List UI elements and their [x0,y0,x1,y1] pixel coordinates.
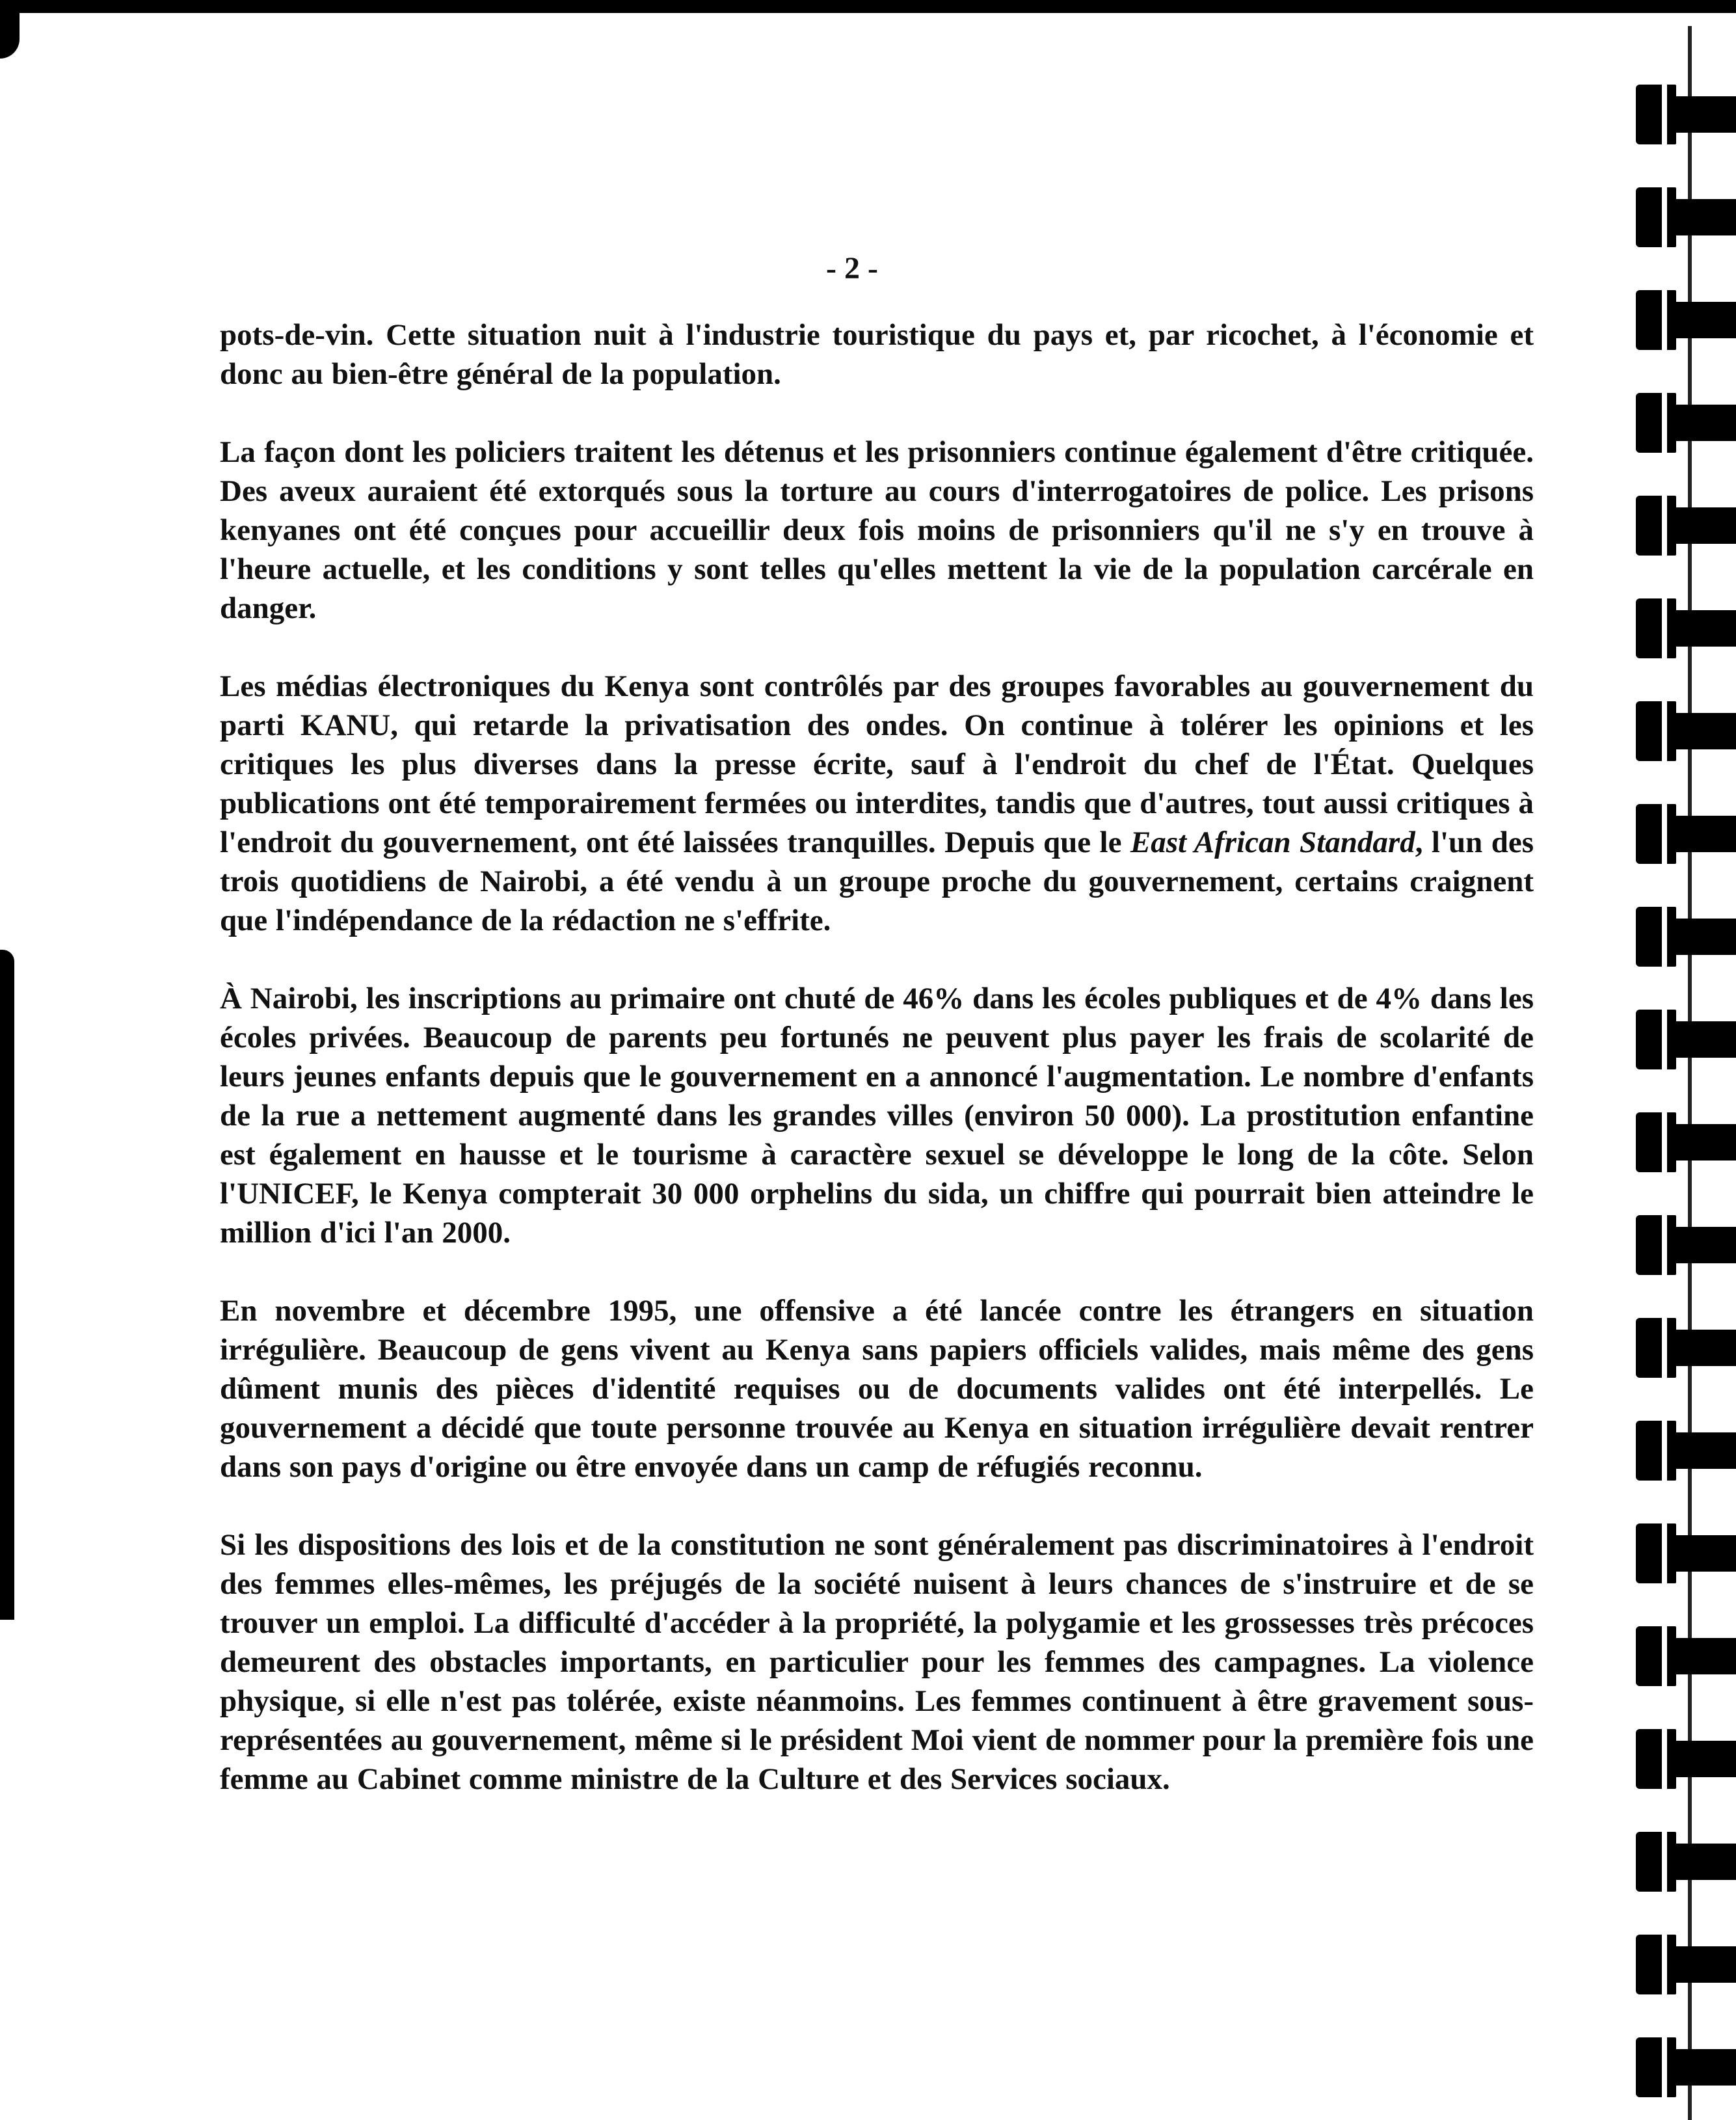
binding-coil [1676,1535,1736,1572]
page-number: - 2 - [826,251,878,286]
binding-gap [1662,496,1667,556]
binding-hole [1636,1729,1676,1789]
binding-coil [1676,199,1736,235]
binding-hole [1636,1010,1676,1069]
binding-hole [1636,804,1676,864]
binding-coil [1676,405,1736,441]
binding-hole [1636,85,1676,144]
binding-gap [1662,1318,1667,1378]
binding-gap [1662,393,1667,453]
paragraph-tourism: pots-de-vin. Cette situation nuit à l'industrie touristique du pays et, par ricochet, à l'économie et donc au bien-être général de la population. [220,318,1534,391]
binding-hole [1636,1626,1676,1686]
binding-coil [1676,507,1736,544]
binding-ring [1636,187,1736,247]
binding-gap [1662,1935,1667,1994]
binding-gap [1662,1729,1667,1789]
document-body [220,315,1534,1838]
paragraph-media-after: , l'un des trois quotidiens de Nairobi, a été vendu à un groupe proche du gouvernement, certains craignent que l'indépendance de la rédaction ne s'effrite. [220,825,1534,937]
binding-coil [1676,1432,1736,1469]
binding-ring [1636,290,1736,350]
binding-ring [1636,701,1736,761]
binding-gap [1662,290,1667,350]
binding-gap [1662,1523,1667,1583]
binding-hole [1636,496,1676,556]
spiral-binding [1629,26,1736,2120]
binding-ring [1636,1215,1736,1275]
binding-ring [1636,1318,1736,1378]
binding-hole [1636,1832,1676,1892]
binding-ring [1636,1729,1736,1789]
binding-hole [1636,187,1676,247]
binding-gap [1662,1626,1667,1686]
binding-hole [1636,2037,1676,2097]
binding-coil [1676,816,1736,852]
scan-corner-mark [0,0,20,59]
binding-gap [1662,1010,1667,1069]
paragraph-media-before: Les médias électroniques du Kenya sont contrôlés par des groupes favorables au gouvernement du parti KANU, qui retarde la privatisation des ondes. On continue à tolérer les opinions et les critiques les plus diverses dans la presse écrite, sauf à l'endroit du chef de l'État. Quelques publications ont été temporairement fermées ou interdites, tandis que d'autres, tout aussi critiques à l'endroit du gouvernement, ont été laissées tranquilles. Depuis que le [220,669,1534,859]
binding-ring [1636,1832,1736,1892]
binding-gap [1662,85,1667,144]
binding-hole [1636,1421,1676,1481]
binding-coil [1676,1741,1736,1777]
binding-gap [1662,2037,1667,2097]
binding-coil [1676,2049,1736,2086]
binding-ring [1636,804,1736,864]
binding-gap [1662,1421,1667,1481]
binding-ring [1636,1626,1736,1686]
binding-ring [1636,1421,1736,1481]
newspaper-title: East African Standard [1130,825,1415,859]
binding-gap [1662,187,1667,247]
paragraph-foreigners: En novembre et décembre 1995, une offensive a été lancée contre les étrangers en situation irrégulière. Beaucoup de gens vivent au Kenya sans papiers officiels valides, mais même des gens dûment munis des pièces d'identité requises ou de documents valides ont été interpellés. Le gouvernement a décidé que toute personne trouvée au Kenya en situation irrégulière devait rentrer dans son pays d'origine ou être envoyée dans un camp de réfugiés reconnu. [220,1294,1534,1484]
binding-gap [1662,1832,1667,1892]
binding-hole [1636,290,1676,350]
binding-hole [1636,1523,1676,1583]
binding-gap [1662,1215,1667,1275]
binding-coil [1676,610,1736,647]
binding-hole [1636,1112,1676,1172]
binding-ring [1636,2037,1736,2097]
scan-top-edge [0,0,1736,13]
binding-gap [1662,1112,1667,1172]
binding-hole [1636,598,1676,658]
binding-coil [1676,1638,1736,1674]
scan-left-edge-mark [0,950,14,1620]
binding-coil [1676,1227,1736,1263]
binding-hole [1636,1935,1676,1994]
paragraph-education: À Nairobi, les inscriptions au primaire ont chuté de 46% dans les écoles publiques et de 4% dans les écoles privées. Beaucoup de parents peu fortunés ne peuvent plus payer les frais de scolarité de leurs jeunes enfants depuis que le gouvernement en a annoncé l'augmentation. Le nombre d'enfants de la rue a nettement augmenté dans les grandes villes (environ 50 000). La prostitution enfantine est également en hausse et le tourisme à caractère sexuel se développe le long de la côte. Selon l'UNICEF, le Kenya compterait 30 000 orphelins du sida, un chiffre qui pourrait bien atteindre le million d'ici l'an 2000. [220,982,1534,1250]
binding-hole [1636,1318,1676,1378]
binding-ring [1636,1523,1736,1583]
binding-coil [1676,1946,1736,1983]
binding-coil [1676,302,1736,338]
binding-ring [1636,1935,1736,1994]
binding-gap [1662,598,1667,658]
binding-coil [1676,1124,1736,1161]
binding-coil [1676,919,1736,955]
binding-coil [1676,1330,1736,1366]
binding-ring [1636,907,1736,967]
binding-coil [1676,1844,1736,1880]
binding-ring [1636,1010,1736,1069]
paragraph-prisons: La façon dont les policiers traitent les détenus et les prisonniers continue également d'être critiquée. Des aveux auraient été extorqués sous la torture au cours d'interrogatoires de police. Les prisons kenyanes ont été conçues pour accueillir deux fois moins de prisonniers qu'il ne s'y en trouve à l'heure actuelle, et les conditions y sont telles qu'elles mettent la vie de la population carcérale en danger. [220,435,1534,625]
binding-gap [1662,701,1667,761]
binding-hole [1636,907,1676,967]
binding-ring [1636,1112,1736,1172]
paragraph-media [220,667,1534,940]
binding-hole [1636,393,1676,453]
binding-gap [1662,907,1667,967]
binding-coil [1676,96,1736,133]
binding-coil [1676,713,1736,749]
binding-ring [1636,85,1736,144]
paragraph-women: Si les dispositions des lois et de la constitution ne sont généralement pas discriminatoires à l'endroit des femmes elles-mêmes, les préjugés de la société nuisent à leurs chances de s'instruire et de se trouver un emploi. La difficulté d'accéder à la propriété, la polygamie et les grossesses très précoces demeurent des obstacles importants, en particulier pour les femmes des campagnes. La violence physique, si elle n'est pas tolérée, existe néanmoins. Les femmes continuent à être gravement sous-représentées au gouvernement, même si le président Moi vient de nommer pour la première fois une femme au Cabinet comme ministre de la Culture et des Services sociaux. [220,1528,1534,1796]
binding-coil [1676,1021,1736,1058]
binding-hole [1636,701,1676,761]
binding-ring [1636,496,1736,556]
binding-ring [1636,598,1736,658]
binding-gap [1662,804,1667,864]
binding-ring [1636,393,1736,453]
binding-hole [1636,1215,1676,1275]
